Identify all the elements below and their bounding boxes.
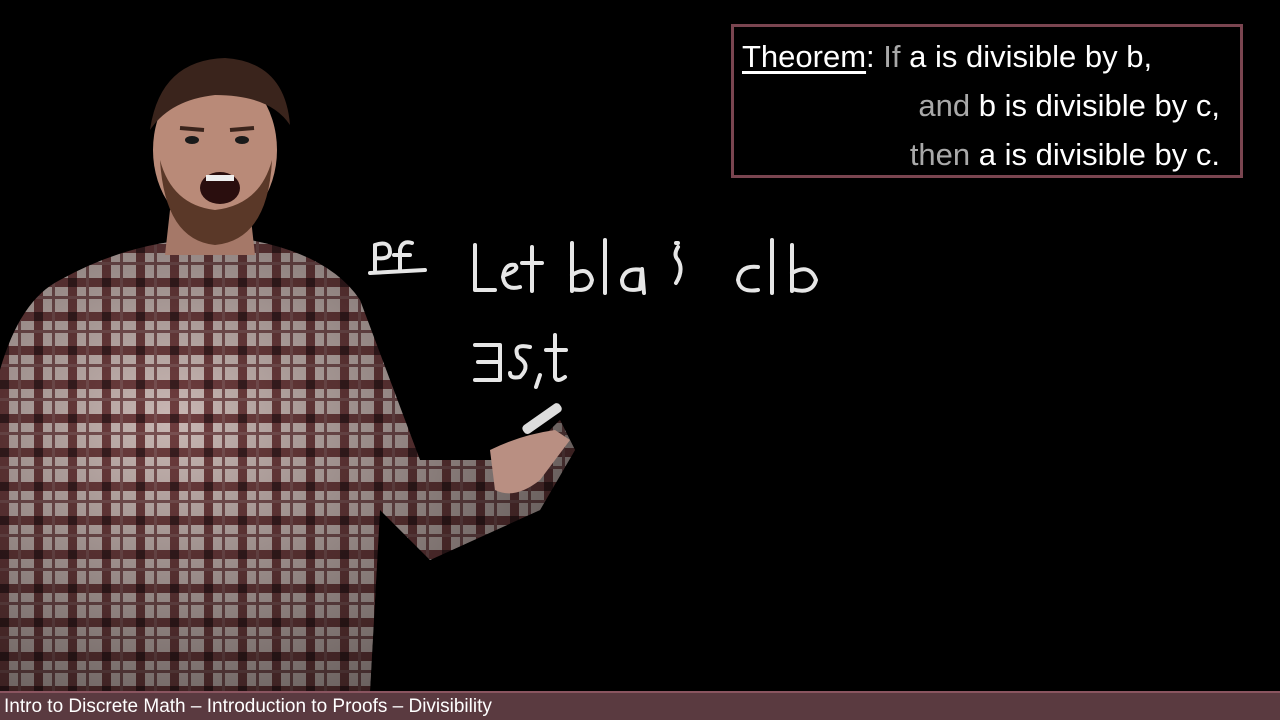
hypothesis-1: a is divisible by b,: [909, 39, 1153, 74]
handwritten-proof: [360, 225, 840, 395]
then-keyword: then: [909, 137, 971, 172]
and-keyword: and: [918, 88, 971, 123]
theorem-line-1: [742, 41, 1152, 72]
hypothesis-2: b is divisible by c,: [978, 88, 1220, 123]
theorem-box: [731, 24, 1243, 178]
theorem-line-2: [918, 90, 1220, 121]
caption-text: Intro to Discrete Math – Introduction to Proofs – Divisibility: [4, 696, 492, 717]
if-keyword: If: [883, 39, 901, 74]
conclusion: a is divisible by c.: [978, 137, 1220, 172]
theorem-label: Theorem: [742, 39, 867, 74]
theorem-colon: :: [866, 39, 875, 74]
caption-bar: [0, 691, 1280, 720]
theorem-line-3: [910, 139, 1220, 170]
